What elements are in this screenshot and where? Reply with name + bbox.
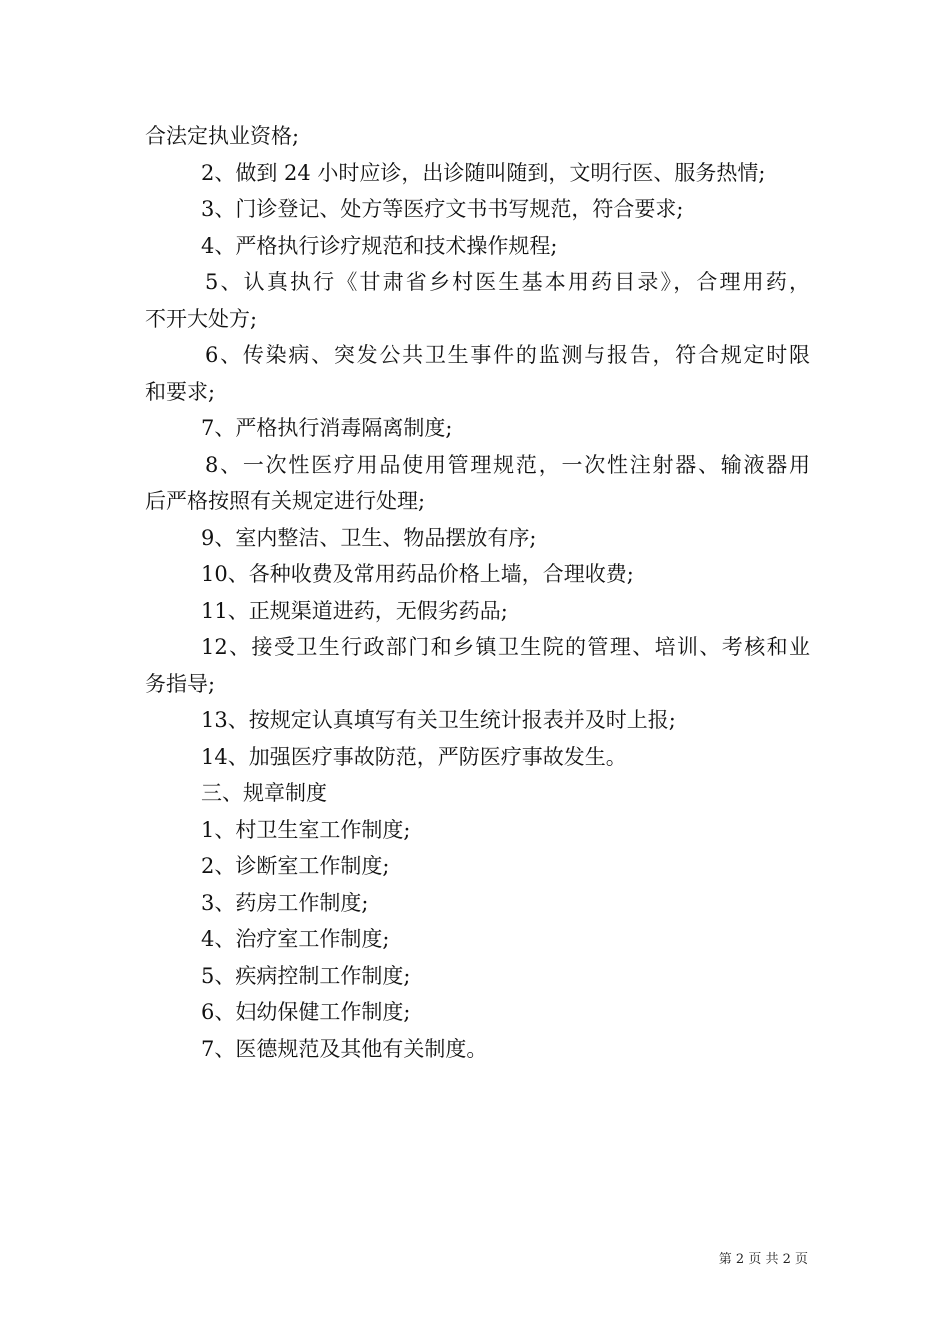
list-item: 2、诊断室工作制度; xyxy=(201,854,390,878)
list-item: 9、室内整洁、卫生、物品摆放有序; xyxy=(201,525,537,550)
list-item: 6、传染病、突发公共卫生事件的监测与报告，符合规定时限 xyxy=(205,343,810,367)
list-item: 3、药房工作制度; xyxy=(201,890,369,915)
list-item: 14、加强医疗事故防范，严防医疗事故发生。 xyxy=(201,744,627,769)
list-item: 5、疾病控制工作制度; xyxy=(201,963,411,988)
list-item: 13、按规定认真填写有关卫生统计报表并及时上报; xyxy=(201,708,676,732)
text-line: 合法定执业资格; xyxy=(145,124,300,148)
list-item: 6、妇幼保健工作制度; xyxy=(201,1000,411,1024)
text-line: 和要求; xyxy=(145,379,216,404)
list-item: 3、门诊登记、处方等医疗文书书写规范，符合要求; xyxy=(201,197,684,221)
list-item: 11、正规渠道进药，无假劣药品; xyxy=(201,598,508,623)
list-item: 1、村卫生室工作制度; xyxy=(201,817,411,842)
text-line: 不开大处方; xyxy=(145,306,258,331)
list-item: 10、各种收费及常用药品价格上墙，合理收费; xyxy=(201,562,634,586)
list-item: 8、一次性医疗用品使用管理规范，一次性注射器、输液器用 xyxy=(205,452,810,477)
list-item: 4、严格执行诊疗规范和技术操作规程; xyxy=(201,233,558,258)
list-item: 12、接受卫生行政部门和乡镇卫生院的管理、培训、考核和业 xyxy=(201,635,810,659)
section-heading: 三、规章制度 xyxy=(201,781,327,805)
list-item: 4、治疗室工作制度; xyxy=(201,927,390,951)
list-item: 2、做到 24 小时应诊，出诊随叫随到，文明行医、服务热情; xyxy=(201,160,766,185)
page-number: 第 2 页 共 2 页 xyxy=(718,1252,808,1267)
list-item: 5、认真执行《甘肃省乡村医生基本用药目录》，合理用药， xyxy=(205,270,810,294)
text-line: 后严格按照有关规定进行处理; xyxy=(145,489,426,513)
list-item: 7、严格执行消毒隔离制度; xyxy=(201,416,453,440)
list-item: 7、医德规范及其他有关制度。 xyxy=(201,1036,488,1061)
document-body xyxy=(145,118,810,1067)
text-line: 务指导; xyxy=(145,671,216,696)
